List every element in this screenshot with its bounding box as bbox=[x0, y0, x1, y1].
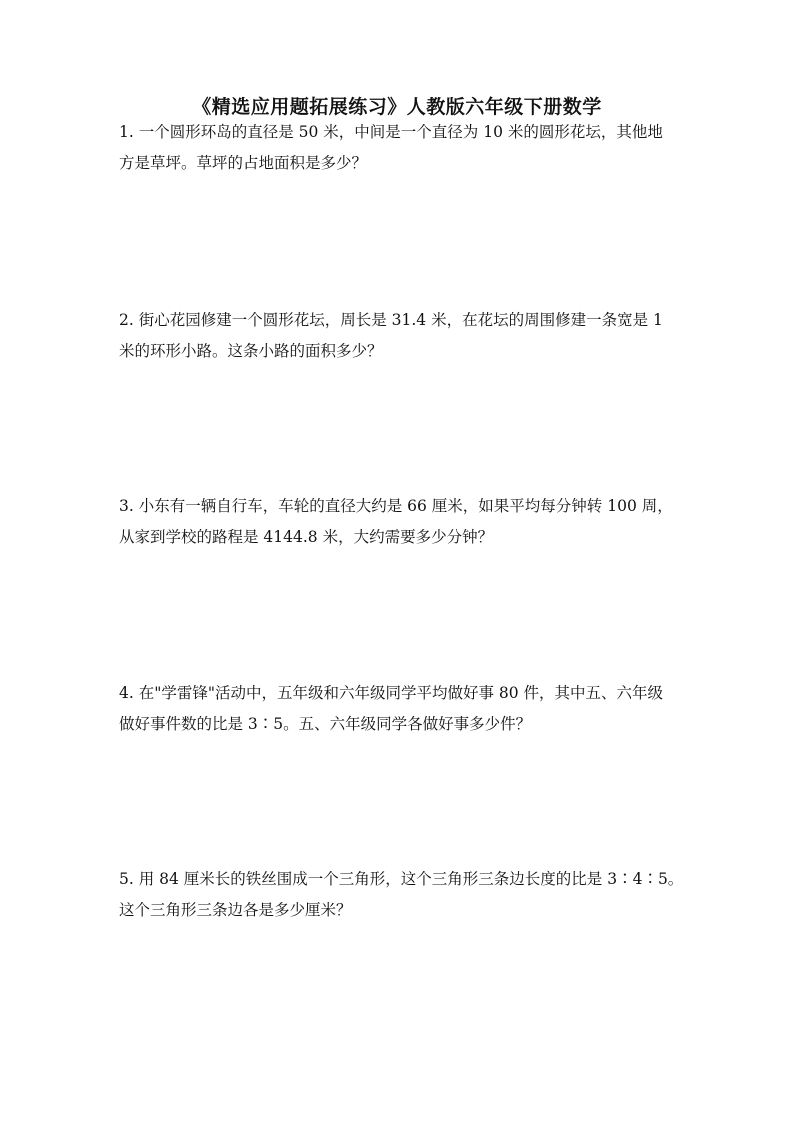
question-4-line-1: 4. 在"学雷锋"活动中，五年级和六年级同学平均做好事 80 件，其中五、六年级 bbox=[119, 684, 664, 702]
question-2-line-1: 2. 街心花园修建一个圆形花坛，周长是 31.4 米，在花坛的周围修建一条宽是 1 bbox=[119, 311, 663, 329]
question-5-line-2: 这个三角形三条边各是多少厘米？ bbox=[119, 901, 352, 919]
question-4 bbox=[119, 678, 679, 740]
document-title: 《精选应用题拓展练习》人教版六年级下册数学 bbox=[192, 96, 602, 118]
question-4-line-2: 做好事件数的比是 3∶5。五、六年级同学各做好事多少件？ bbox=[119, 715, 532, 733]
question-5-line-1: 5. 用 84 厘米长的铁丝围成一个三角形，这个三角形三条边长度的比是 3∶4∶5。 bbox=[119, 870, 684, 888]
question-2-line-2: 米的环形小路。这条小路的面积多少？ bbox=[119, 342, 383, 360]
question-2 bbox=[119, 305, 679, 367]
question-1 bbox=[119, 117, 679, 179]
question-3 bbox=[119, 491, 679, 553]
question-3-line-2: 从家到学校的路程是 4144.8 米，大约需要多少分钟？ bbox=[119, 528, 494, 546]
question-5 bbox=[119, 864, 684, 926]
question-3-line-1: 3. 小东有一辆自行车，车轮的直径大约是 66 厘米，如果平均每分钟转 100 周， bbox=[119, 497, 673, 515]
question-1-line-1: 1. 一个圆形环岛的直径是 50 米，中间是一个直径为 10 米的圆形花坛，其他地 bbox=[119, 123, 663, 141]
question-1-line-2: 方是草坪。草坪的占地面积是多少？ bbox=[119, 154, 368, 172]
